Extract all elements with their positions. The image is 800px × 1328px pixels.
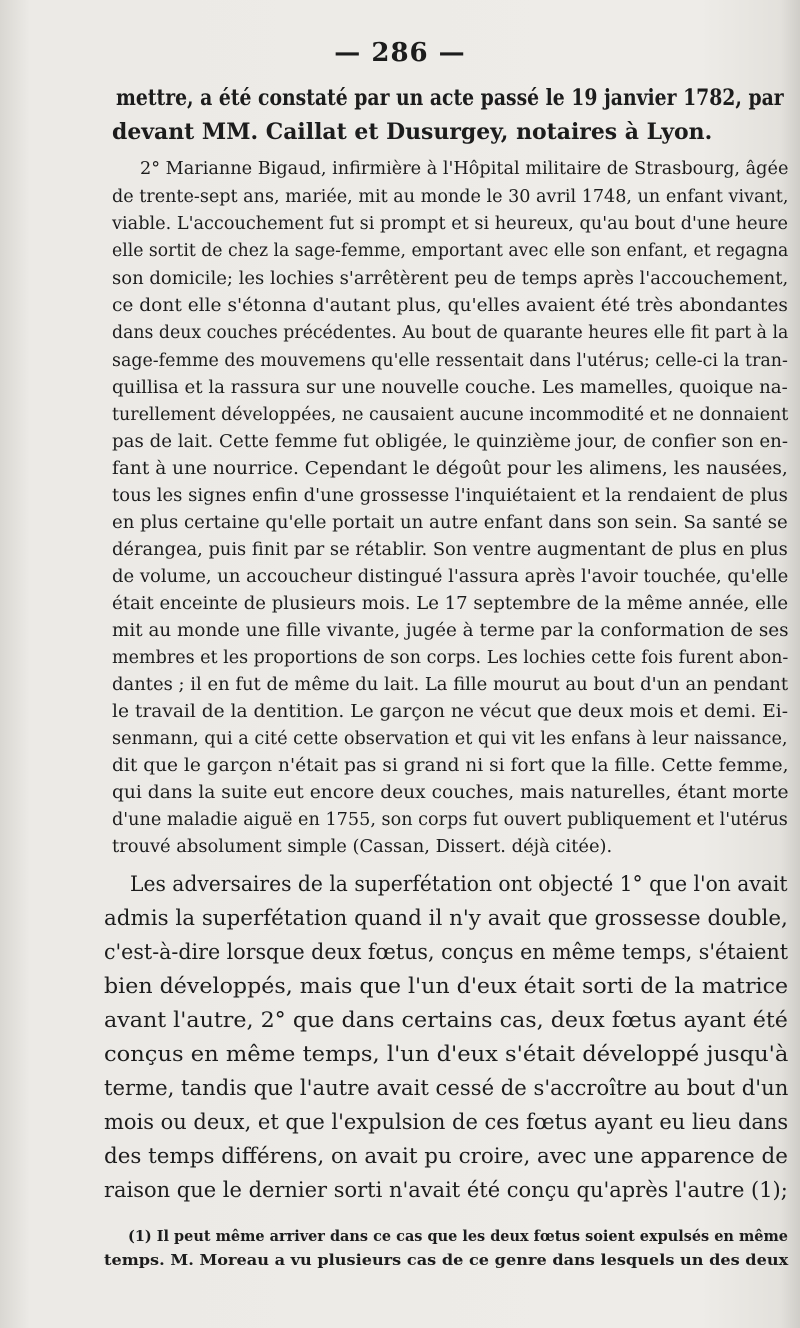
text-line: turellement développées, ne causaient aucune incommodité et ne donnaient — [112, 405, 789, 425]
text-line: senmann, qui a cité cette observation et qui vit les enfans à leur naissance, — [112, 729, 788, 749]
text-line: tous les signes enfin d'une grossesse l'inquiétaient et la rendaient de plus — [112, 486, 788, 506]
text-line: conçus en même temps, l'un d'eux s'était développé jusqu'à — [104, 1042, 789, 1066]
text-line: des temps différens, on avait pu croire, avec une apparence de — [104, 1144, 788, 1168]
text-line: devant MM. Caillat et Dusurgey, notaires à Lyon. — [112, 119, 713, 145]
text-line: raison que le dernier sorti n'avait été conçu qu'après l'autre (1); — [104, 1178, 788, 1202]
text-line: était enceinte de plusieurs mois. Le 17 septembre de la même année, elle — [112, 594, 789, 614]
text-line: dit que le garçon n'était pas si grand ni si fort que la fille. Cette femme, — [112, 756, 789, 776]
text-line: sage-femme des mouvemens qu'elle ressentait dans l'utérus; celle-ci la tran- — [112, 351, 788, 371]
text-line: qui dans la suite eut encore deux couches, mais naturelles, étant morte — [112, 783, 789, 803]
text-line: Les adversaires de la superfétation ont objecté 1° que l'on avait — [130, 872, 788, 896]
text-line: pas de lait. Cette femme fut obligée, le quinzième jour, de confier son en- — [112, 432, 788, 452]
text-line: quillisa et la rassura sur une nouvelle couche. Les mamelles, quoique na- — [112, 378, 788, 398]
text-line: dantes ; il en fut de même du lait. La fille mourut au bout d'un an pendant — [112, 675, 789, 695]
text-line: en plus certaine qu'elle portait un autre enfant dans son sein. Sa santé se — [112, 513, 788, 533]
text-line: son domicile; les lochies s'arrêtèrent peu de temps après l'accouchement, — [112, 269, 789, 289]
page-number: — 286 — — [334, 38, 466, 68]
text-line: 2° Marianne Bigaud, infirmière à l'Hôpital militaire de Strasbourg, âgée — [140, 159, 789, 179]
text-line: terme, tandis que l'autre avait cessé de s'accroître au bout d'un — [104, 1076, 789, 1100]
text-line: mettre, a été constaté par un acte passé le 19 janvier 1782, par — [116, 85, 784, 111]
text-line: dérangea, puis finit par se rétablir. Son ventre augmentant de plus en plus — [112, 540, 788, 560]
text-line: viable. L'accouchement fut si prompt et si heureux, qu'au bout d'une heure — [112, 214, 788, 234]
text-line: admis la superfétation quand il n'y avait que grossesse double, — [104, 906, 788, 930]
text-line: de volume, un accoucheur distingué l'assura après l'avoir touchée, qu'elle — [112, 567, 789, 587]
text-line: d'une maladie aiguë en 1755, son corps fut ouvert publiquement et l'utérus — [112, 810, 788, 830]
text-line: bien développés, mais que l'un d'eux était sorti de la matrice — [104, 974, 789, 998]
text-line: c'est-à-dire lorsque deux fœtus, conçus en même temps, s'étaient — [104, 940, 789, 964]
footnote-line: temps. M. Moreau a vu plusieurs cas de ce genre dans lesquels un des deux — [104, 1252, 789, 1269]
text-line: trouvé absolument simple (Cassan, Dissert. déjà citée). — [112, 837, 613, 857]
text-line: membres et les proportions de son corps. Les lochies cette fois furent abon- — [112, 648, 789, 668]
text-line: dans deux couches précédentes. Au bout de quarante heures elle fit part à la — [112, 323, 789, 343]
text-line: mois ou deux, et que l'expulsion de ces fœtus ayant eu lieu dans — [104, 1110, 789, 1134]
text-line: le travail de la dentition. Le garçon ne vécut que deux mois et demi. Ei- — [112, 702, 789, 722]
text-line: de trente-sept ans, mariée, mit au monde le 30 avril 1748, un enfant vivant, — [112, 187, 789, 207]
text-line: fant à une nourrice. Cependant le dégoût pour les alimens, les nausées, — [112, 459, 788, 479]
text-line: mit au monde une fille vivante, jugée à terme par la conformation de ses — [112, 621, 789, 641]
text-line: elle sortit de chez la sage-femme, emportant avec elle son enfant, et regagna — [112, 241, 789, 261]
footnote-line: (1) Il peut même arriver dans ce cas que les deux fœtus soient expulsés en même — [128, 1228, 788, 1245]
text-line: ce dont elle s'étonna d'autant plus, qu'elles avaient été très abondantes — [112, 296, 788, 316]
text-line: avant l'autre, 2° que dans certains cas, deux fœtus ayant été — [104, 1008, 788, 1032]
